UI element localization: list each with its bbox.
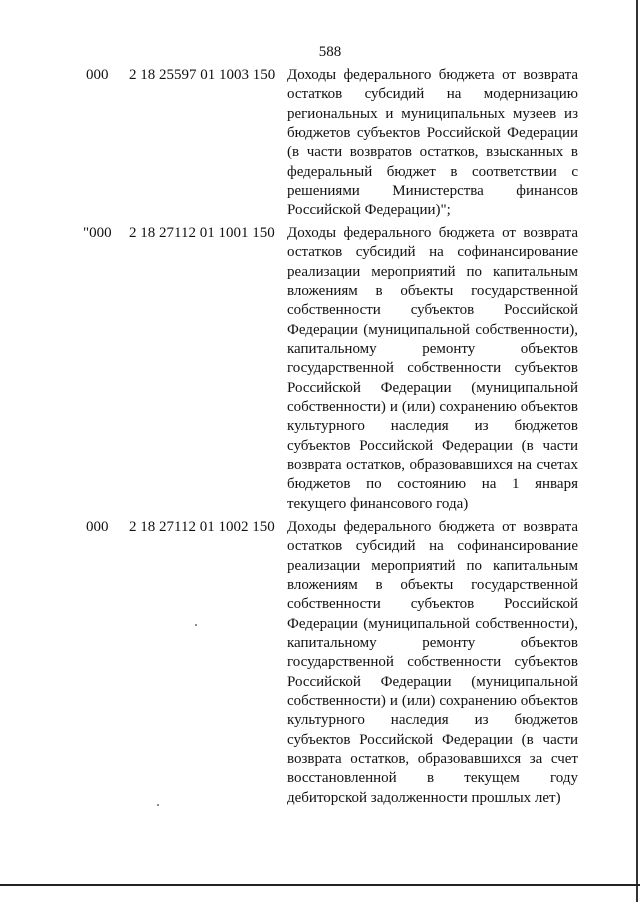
entry-description: Доходы федерального бюджета от возврата остатков субсидий на софинансирование реализации мероприятий по капитальным вложениям в объекты государственной собственности субъектов Российской Федерации (муниципальной собственности), капитальному ремонту объектов государственной собственности субъектов Российской Федерации (муниципальной собственности) и (или) сохранению объектов культурного наследия из бюджетов субъектов Российской Федерации (в части возврата остатков, образовавшихся за счет восстановленной в текущем году дебиторской задолженности прошлых лет): [287, 519, 578, 806]
scan-speck: [195, 624, 197, 626]
entry-classification-code: 2 18 25597 01 1003 150: [129, 67, 276, 83]
page-number: 588: [318, 44, 342, 60]
entry-classification-code: 2 18 27112 01 1001 150: [129, 225, 275, 241]
entry-description: Доходы федерального бюджета от возврата остатков субсидий на софинансирование реализации мероприятий по капитальным вложениям в объекты государственной собственности субъектов Российской Федерации (муниципальной собственности), капитальному ремонту объектов государственной собственности субъектов Российской Федерации (муниципальной собственности) и (или) сохранению объектов культурного наследия из бюджетов субъектов Российской Федерации (в части возврата остатков, образовавшихся на счетах бюджетов по состоянию на 1 января текущего финансового года): [287, 225, 578, 512]
entry-code-prefix: "000: [83, 225, 112, 241]
entry-code-prefix: 000: [86, 519, 109, 535]
entry-description: Доходы федерального бюджета от возврата остатков субсидий на модернизацию региональных и муниципальных музеев из бюджетов субъектов Российской Федерации (в части возвратов остатков, взысканных в федеральный бюджет в соответствии с решениями Министерства финансов Российской Федерации)";: [287, 67, 578, 219]
page-bottom-line: [0, 884, 640, 886]
entry-code-prefix: 000: [86, 67, 109, 83]
page-edge-line: [636, 0, 638, 902]
scan-speck: [157, 804, 159, 806]
entry-classification-code: 2 18 27112 01 1002 150: [129, 519, 275, 535]
